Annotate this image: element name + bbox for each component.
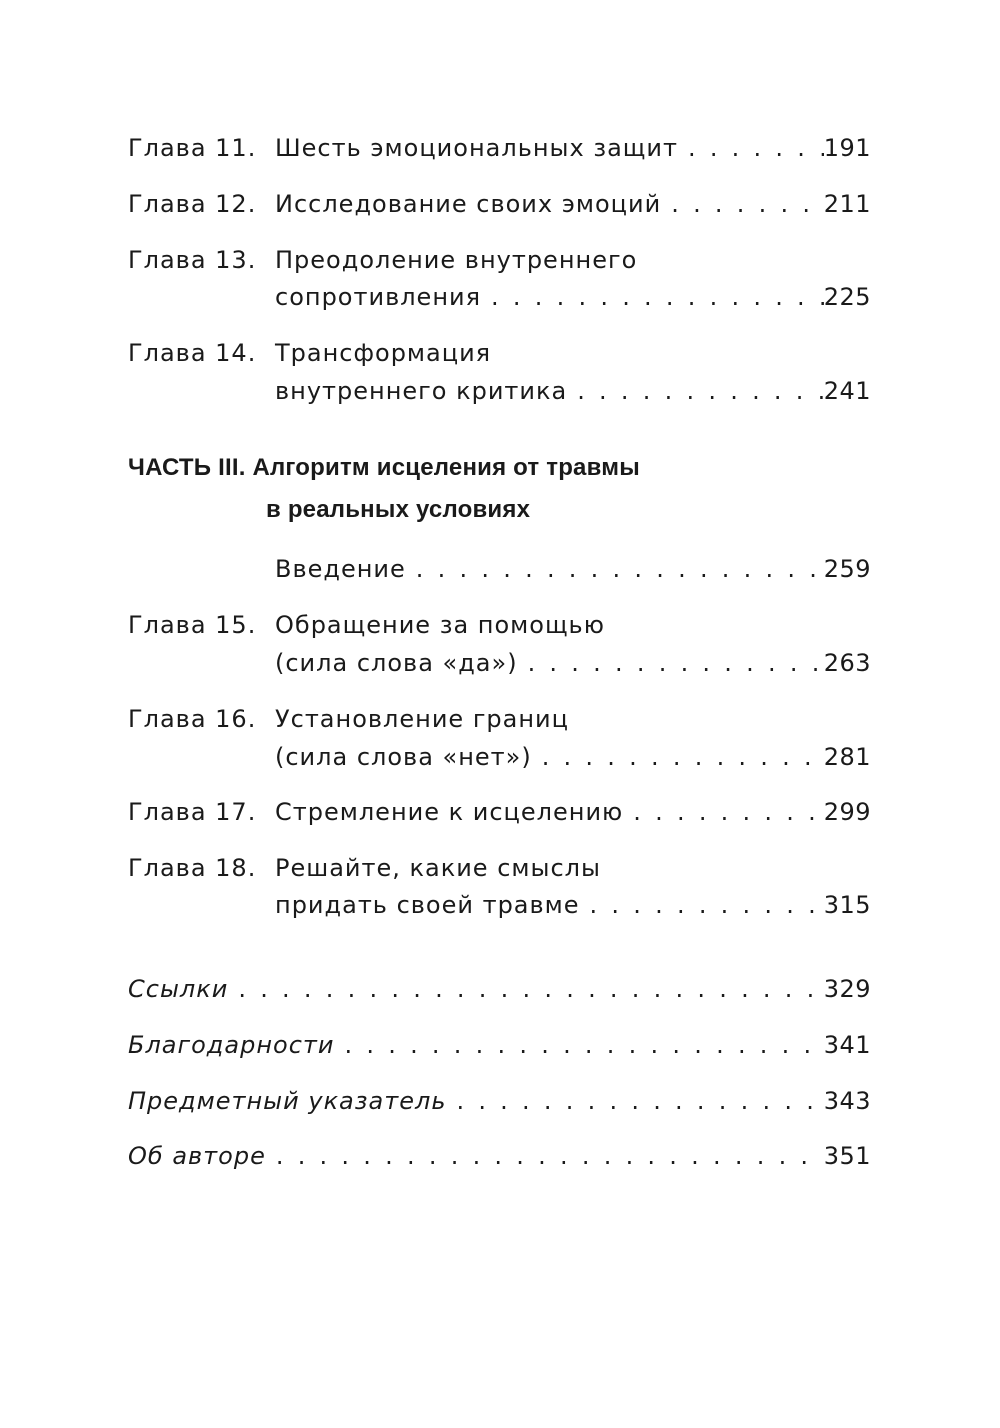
toc-entry — [275, 743, 871, 783]
dot-leader — [567, 377, 823, 405]
toc-entry-title-line: Решайте, какие смыслы — [275, 854, 601, 882]
page-number: 315 — [823, 891, 871, 919]
chapter-label: Глава 17. — [128, 798, 257, 826]
chapter-label: Глава 14. — [128, 339, 257, 367]
page-number: 281 — [823, 743, 871, 771]
dot-leader — [481, 283, 824, 311]
toc-entry-title: сопротивления — [275, 283, 482, 311]
toc-entry-back-matter — [128, 1087, 871, 1127]
toc-entry — [275, 555, 871, 595]
page-number: 329 — [823, 975, 871, 1003]
toc-entry-title: Стремление к исцелению — [275, 798, 624, 826]
dot-leader — [335, 1031, 824, 1059]
page-number: 259 — [823, 555, 871, 583]
page-number: 351 — [823, 1142, 871, 1170]
toc-entry — [275, 891, 871, 931]
dot-leader — [406, 555, 824, 583]
part-heading-line2: в реальных условиях — [266, 496, 531, 523]
page-number: 343 — [823, 1087, 871, 1115]
toc-entry — [275, 649, 871, 689]
toc-entry-title-line: Трансформация — [275, 339, 492, 367]
dot-leader — [661, 190, 823, 218]
chapter-label: Глава 12. — [128, 190, 257, 218]
dot-leader — [580, 891, 824, 919]
toc-entry-title: Об авторе — [128, 1142, 266, 1170]
chapter-label: Глава 15. — [128, 611, 257, 639]
dot-leader — [446, 1087, 823, 1115]
toc-entry-back-matter — [128, 1142, 871, 1182]
toc-entry-title-line: Установление границ — [275, 705, 569, 733]
dot-leader — [678, 134, 824, 162]
dot-leader — [532, 743, 824, 771]
chapter-label: Глава 16. — [128, 705, 257, 733]
toc-entry-title-line: Преодоление внутреннего — [275, 246, 638, 274]
page-number: 263 — [823, 649, 871, 677]
toc-entry-title: Предметный указатель — [128, 1087, 447, 1115]
toc-entry-title: придать своей травме — [275, 891, 580, 919]
page-number: 211 — [823, 190, 871, 218]
toc-entry-title: Благодарности — [128, 1031, 335, 1059]
toc-entry — [275, 798, 871, 838]
toc-entry — [275, 134, 871, 174]
toc-entry-title: Исследование своих эмоций — [275, 190, 662, 218]
chapter-label: Глава 18. — [128, 854, 257, 882]
toc-entry-title: (сила слова «нет») — [275, 743, 532, 771]
dot-leader — [623, 798, 823, 826]
page-number: 341 — [823, 1031, 871, 1059]
toc-entry-title-line: Обращение за помощью — [275, 611, 605, 639]
toc-entry — [275, 190, 871, 230]
toc-entry-title: Введение — [275, 555, 406, 583]
page-number: 299 — [823, 798, 871, 826]
page-number: 241 — [823, 377, 871, 405]
chapter-label: Глава 11. — [128, 134, 257, 162]
dot-leader — [266, 1142, 824, 1170]
toc-entry — [275, 283, 871, 323]
part-heading: ЧАСТЬ III. Алгоритм исцеления от травмы — [128, 454, 640, 481]
page-number: 225 — [823, 283, 871, 311]
toc-entry-title: внутреннего критика — [275, 377, 568, 405]
toc-entry-title: (сила слова «да») — [275, 649, 518, 677]
dot-leader — [518, 649, 824, 677]
toc-entry-title: Шесть эмоциональных защит — [275, 134, 678, 162]
page-number: 191 — [823, 134, 871, 162]
dot-leader — [228, 975, 823, 1003]
toc-entry-back-matter — [128, 975, 871, 1015]
chapter-label: Глава 13. — [128, 246, 257, 274]
toc-entry-title: Ссылки — [128, 975, 229, 1003]
toc-entry — [275, 377, 871, 417]
toc-entry-back-matter — [128, 1031, 871, 1071]
